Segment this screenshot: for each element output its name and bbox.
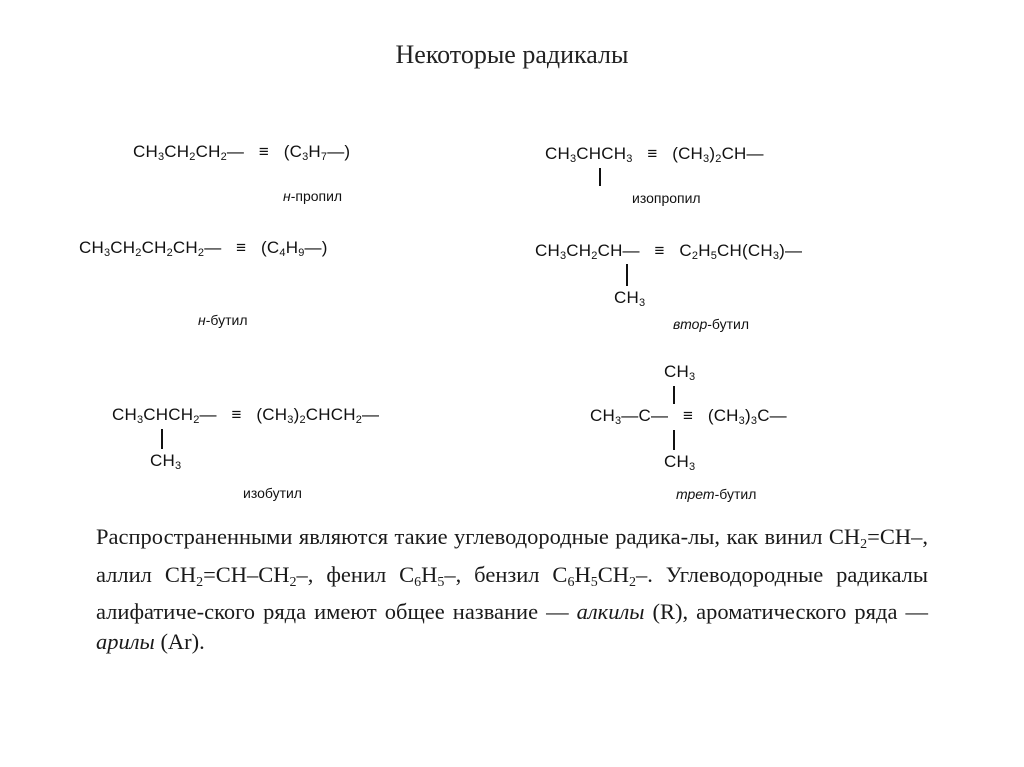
sec-butyl-prefix: втор (673, 316, 708, 332)
isopropyl-bond-line (599, 168, 601, 186)
tert-butyl-bottom-methyl: $CH_3$ (664, 452, 696, 473)
tert-butyl-bottom-bond (673, 430, 675, 450)
tert-butyl-caption (676, 486, 756, 502)
tert-butyl-formula: $CH_3—C—$ ≡ $(CH_3)_3C—$ (590, 406, 787, 427)
n-butyl-caption (198, 312, 248, 328)
sec-butyl-bond-line (626, 264, 628, 286)
isobutyl-methyl: $CH_3$ (150, 451, 182, 472)
aryl-term: арилы (96, 628, 155, 654)
sec-butyl-methyl: $CH_3$ (614, 288, 646, 309)
sec-butyl-caption (673, 316, 749, 332)
tert-butyl-name: -бутил (714, 486, 757, 502)
isobutyl-formula: $CH_3CHCH_2—$ ≡ $(CH_3)_2CHCH_2—$ (112, 405, 380, 426)
n-propyl-prefix: н (283, 188, 291, 204)
alkyl-term: алкилы (576, 599, 645, 624)
sec-butyl-name: -бутил (707, 316, 750, 332)
page-title: Некоторые радикалы (395, 40, 629, 69)
tert-butyl-top-methyl: $CH_3$ (664, 362, 696, 383)
n-propyl-caption (283, 188, 342, 204)
n-propyl-name: -пропил (290, 188, 343, 204)
isobutyl-caption: изобутил (243, 485, 302, 501)
n-propyl-formula: $CH_3CH_2CH_2—$ ≡ $(C_3H_7—)$ (133, 142, 351, 163)
isopropyl-formula: $CH_3CHCH_3$ ≡ $(CH_3)_2CH—$ (545, 144, 764, 165)
n-butyl-prefix: н (198, 312, 206, 328)
n-butyl-formula: $CH_3CH_2CH_2CH_2—$ ≡ $(C_4H_9—)$ (79, 238, 328, 259)
n-butyl-name: -бутил (205, 312, 248, 328)
tert-butyl-top-bond (673, 386, 675, 404)
tert-butyl-prefix: трет (676, 486, 715, 502)
isopropyl-caption: изопропил (632, 190, 701, 206)
isobutyl-bond-line (161, 429, 163, 449)
sec-butyl-formula: $CH_3CH_2CH—$ ≡ $C_2H_5CH(CH_3)—$ (535, 241, 803, 262)
description-paragraph: Распространенными являются такие углеводородные радика-лы, как винил $CH_2=CH-$, аллил $CH_2=CH-CH_2-$, фенил $C_6H_5-$, бензил $C_6H_5CH_2-$. Углеводородные радикалы алифатиче-ского ряда имеют общее название — алкилы (R), ароматического ряда — арилы (Ar). (96, 524, 928, 654)
